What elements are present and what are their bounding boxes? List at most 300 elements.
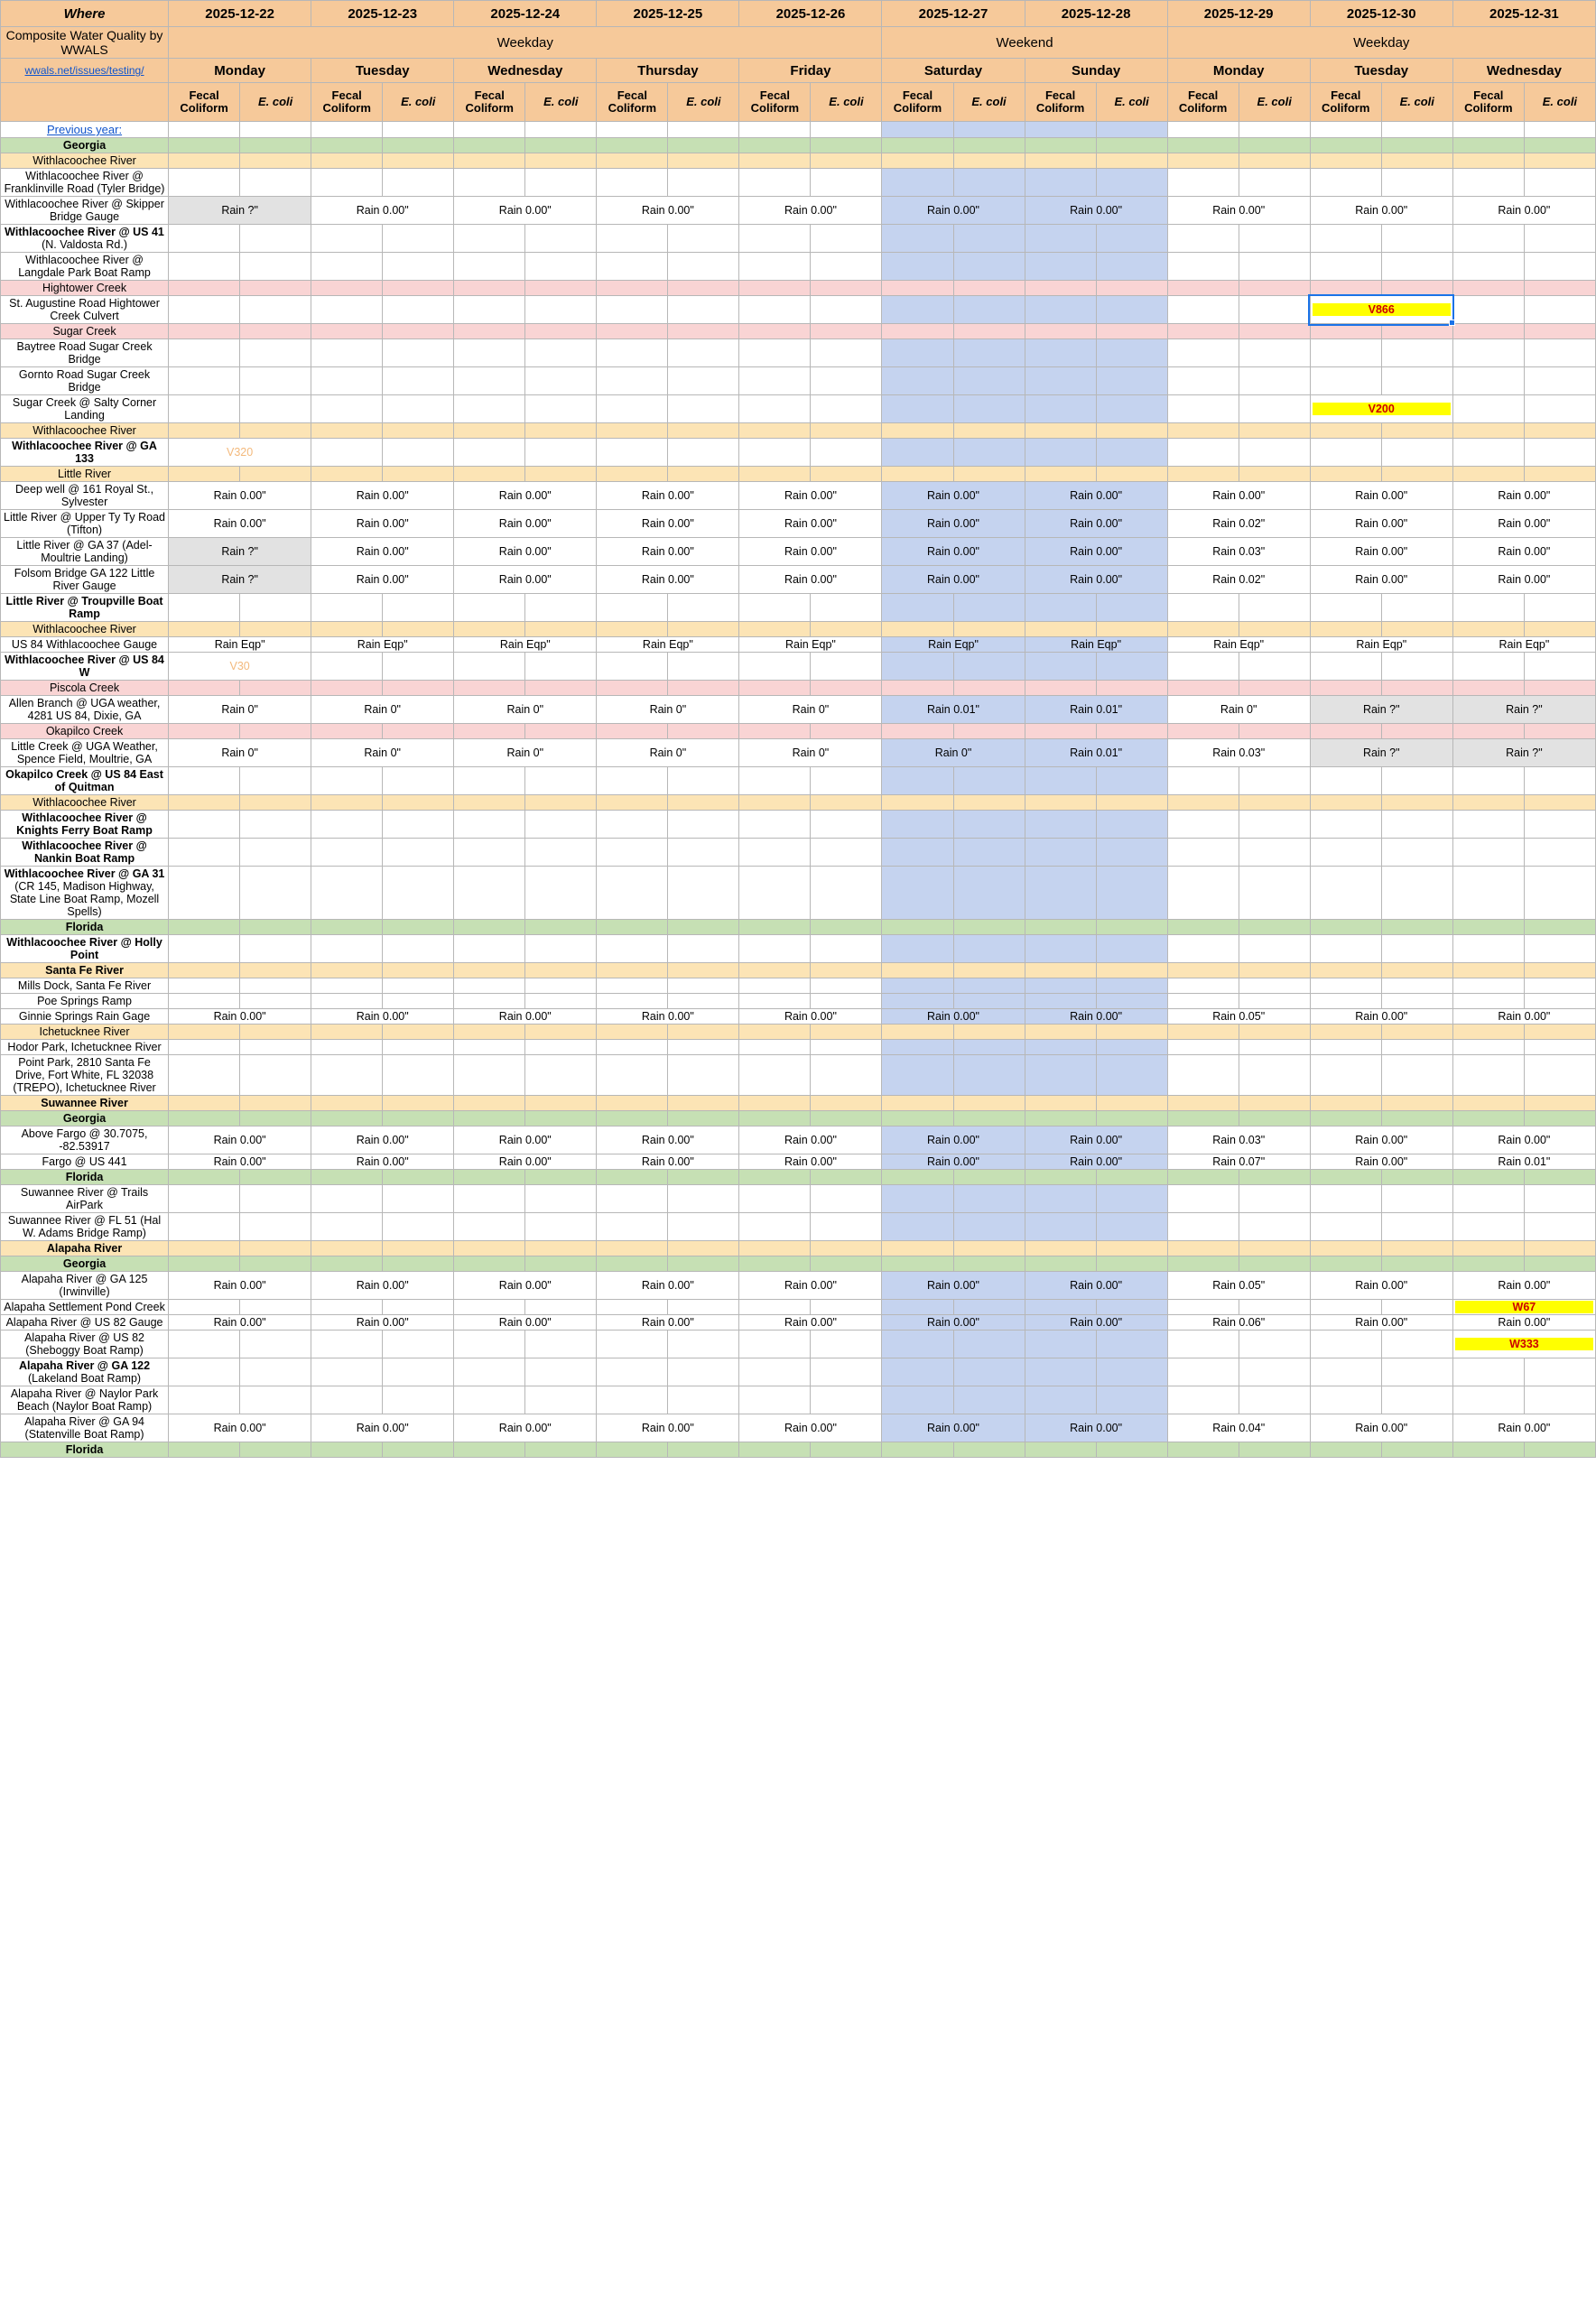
data-cell[interactable] (311, 225, 383, 253)
group-cell[interactable] (1167, 138, 1239, 153)
data-cell[interactable] (953, 811, 1025, 839)
group-cell[interactable] (1524, 963, 1595, 978)
group-cell[interactable] (953, 1111, 1025, 1127)
data-cell[interactable] (1452, 1331, 1595, 1358)
data-cell[interactable]: Rain 0.00" (882, 1414, 1025, 1442)
data-cell[interactable] (1025, 994, 1096, 1009)
group-cell[interactable] (953, 681, 1025, 696)
group-cell[interactable] (811, 622, 882, 637)
data-cell[interactable] (1452, 253, 1524, 281)
data-cell[interactable] (739, 935, 811, 963)
row-label[interactable]: Withlacoochee River @ GA 31 (CR 145, Madison Highway, State Line Boat Ramp, Mozell Spells) (1, 867, 169, 920)
data-cell[interactable] (811, 439, 882, 467)
data-cell[interactable]: Rain 0.00" (597, 1414, 739, 1442)
data-cell[interactable] (882, 395, 953, 423)
data-cell[interactable] (1025, 253, 1096, 281)
group-cell[interactable] (1524, 920, 1595, 935)
group-cell[interactable] (1239, 1256, 1310, 1272)
group-cell[interactable] (311, 963, 383, 978)
data-cell[interactable] (383, 1055, 454, 1096)
group-cell[interactable] (1524, 724, 1595, 739)
group-cell[interactable] (597, 681, 668, 696)
group-cell[interactable] (1025, 1442, 1096, 1458)
data-cell[interactable] (454, 253, 525, 281)
group-cell[interactable] (1381, 1256, 1452, 1272)
data-cell[interactable]: Rain 0.00" (454, 482, 597, 510)
data-cell[interactable] (1452, 395, 1524, 423)
data-cell[interactable] (311, 935, 383, 963)
group-cell[interactable] (1025, 1256, 1096, 1272)
row-label[interactable]: Alapaha Settlement Pond Creek (1, 1300, 169, 1315)
data-cell[interactable]: Rain 0.00" (454, 538, 597, 566)
group-cell[interactable] (953, 1442, 1025, 1458)
data-cell[interactable] (1239, 1185, 1310, 1213)
data-cell[interactable]: Rain 0.01" (882, 696, 1025, 724)
data-cell[interactable] (311, 653, 383, 681)
data-cell[interactable] (383, 339, 454, 367)
group-cell[interactable] (1310, 467, 1381, 482)
data-cell[interactable] (668, 253, 739, 281)
group-cell[interactable] (1310, 324, 1381, 339)
group-cell[interactable] (1310, 1170, 1381, 1185)
data-cell[interactable] (597, 1358, 668, 1386)
group-cell[interactable] (383, 1241, 454, 1256)
data-cell[interactable] (1524, 767, 1595, 795)
group-cell[interactable] (597, 1256, 668, 1272)
data-cell[interactable] (1167, 225, 1239, 253)
data-cell[interactable] (882, 1386, 953, 1414)
data-cell[interactable]: Rain 0.00" (1025, 197, 1167, 225)
data-cell[interactable] (1310, 339, 1381, 367)
row-label[interactable]: Mills Dock, Santa Fe River (1, 978, 169, 994)
previous-year-link[interactable]: Previous year: (46, 123, 123, 137)
data-cell[interactable] (953, 994, 1025, 1009)
data-cell[interactable] (525, 225, 597, 253)
data-cell[interactable] (882, 339, 953, 367)
group-cell[interactable] (240, 1442, 311, 1458)
data-cell[interactable] (311, 169, 383, 197)
data-cell[interactable] (525, 1213, 597, 1241)
group-cell[interactable] (953, 920, 1025, 935)
group-cell[interactable] (1096, 281, 1167, 296)
group-cell[interactable] (1025, 324, 1096, 339)
group-cell[interactable] (1524, 1256, 1595, 1272)
row-label[interactable]: Withlacoochee River (1, 622, 169, 637)
row-label[interactable]: US 84 Withlacoochee Gauge (1, 637, 169, 653)
group-cell[interactable] (1381, 724, 1452, 739)
group-cell[interactable] (1167, 1111, 1239, 1127)
group-cell[interactable] (1310, 963, 1381, 978)
data-cell[interactable] (1096, 594, 1167, 622)
group-cell[interactable] (1310, 153, 1381, 169)
data-cell[interactable]: Rain ?" (169, 566, 311, 594)
data-cell[interactable] (311, 1040, 383, 1055)
data-cell[interactable] (383, 296, 454, 324)
data-cell[interactable] (953, 296, 1025, 324)
data-cell[interactable] (169, 1213, 240, 1241)
row-label[interactable]: Withlacoochee River @ Langdale Park Boat Ramp (1, 253, 169, 281)
data-cell[interactable] (1381, 1040, 1452, 1055)
group-cell[interactable] (668, 281, 739, 296)
data-cell[interactable] (525, 978, 597, 994)
data-cell[interactable]: Rain 0.00" (739, 1315, 882, 1331)
data-cell[interactable]: Rain 0.00" (311, 566, 454, 594)
data-cell[interactable] (311, 978, 383, 994)
data-cell[interactable] (597, 253, 668, 281)
data-cell[interactable] (1310, 1055, 1381, 1096)
data-cell[interactable]: Rain ?" (1310, 739, 1452, 767)
group-cell[interactable] (240, 963, 311, 978)
data-cell[interactable] (311, 594, 383, 622)
data-cell[interactable] (668, 994, 739, 1009)
group-cell[interactable] (311, 153, 383, 169)
data-cell[interactable]: Rain 0.03" (1167, 1127, 1310, 1154)
data-cell[interactable] (383, 1185, 454, 1213)
group-cell[interactable] (668, 681, 739, 696)
data-cell[interactable] (1096, 1300, 1167, 1315)
data-cell[interactable] (1310, 395, 1452, 423)
data-cell[interactable] (1096, 1055, 1167, 1096)
data-cell[interactable] (311, 395, 383, 423)
row-label[interactable]: Alapaha River @ GA 122 (Lakeland Boat Ramp) (1, 1358, 169, 1386)
data-cell[interactable]: Rain 0.00" (1310, 566, 1452, 594)
group-cell[interactable] (1167, 1241, 1239, 1256)
data-cell[interactable] (1096, 994, 1167, 1009)
group-cell[interactable] (1096, 153, 1167, 169)
data-cell[interactable]: Rain 0.03" (1167, 739, 1310, 767)
group-cell[interactable] (953, 1025, 1025, 1040)
group-cell[interactable] (811, 281, 882, 296)
group-cell[interactable] (454, 1241, 525, 1256)
group-cell[interactable] (311, 1111, 383, 1127)
data-cell[interactable] (1524, 811, 1595, 839)
group-cell[interactable] (525, 1241, 597, 1256)
group-cell[interactable] (1452, 467, 1524, 482)
group-cell[interactable] (739, 467, 811, 482)
data-cell[interactable] (1025, 1358, 1096, 1386)
data-cell[interactable] (240, 1185, 311, 1213)
group-cell[interactable] (1167, 423, 1239, 439)
data-cell[interactable] (383, 839, 454, 867)
data-cell[interactable]: Rain 0.00" (454, 1154, 597, 1170)
group-cell[interactable] (1025, 1170, 1096, 1185)
data-cell[interactable] (525, 1386, 597, 1414)
data-cell[interactable]: Rain 0.00" (1452, 566, 1595, 594)
data-cell[interactable] (1310, 978, 1381, 994)
data-cell[interactable] (311, 839, 383, 867)
group-cell[interactable] (1239, 423, 1310, 439)
data-cell[interactable] (1310, 1300, 1381, 1315)
group-cell[interactable] (1167, 324, 1239, 339)
group-cell[interactable] (383, 423, 454, 439)
row-label[interactable]: Georgia (1, 138, 169, 153)
data-cell[interactable]: Rain 0.00" (311, 510, 454, 538)
group-cell[interactable] (1524, 1096, 1595, 1111)
data-cell[interactable] (525, 935, 597, 963)
data-cell[interactable] (1452, 1358, 1524, 1386)
data-cell[interactable] (597, 1055, 668, 1096)
group-cell[interactable] (811, 1025, 882, 1040)
group-cell[interactable] (1381, 1442, 1452, 1458)
data-cell[interactable] (739, 1386, 811, 1414)
data-cell[interactable] (1096, 935, 1167, 963)
data-cell[interactable] (311, 439, 383, 467)
data-cell[interactable]: Rain 0.00" (169, 1315, 311, 1331)
data-cell[interactable] (169, 1040, 240, 1055)
data-cell[interactable] (1310, 296, 1452, 324)
group-cell[interactable] (811, 1256, 882, 1272)
group-cell[interactable] (454, 963, 525, 978)
data-cell[interactable] (597, 1300, 668, 1315)
group-cell[interactable] (597, 467, 668, 482)
data-cell[interactable] (383, 994, 454, 1009)
group-cell[interactable] (953, 795, 1025, 811)
data-cell[interactable] (454, 994, 525, 1009)
data-cell[interactable] (383, 811, 454, 839)
data-cell[interactable] (454, 594, 525, 622)
data-cell[interactable]: Rain 0.00" (311, 197, 454, 225)
group-cell[interactable] (668, 1170, 739, 1185)
group-cell[interactable] (525, 1256, 597, 1272)
group-cell[interactable] (1310, 423, 1381, 439)
row-label[interactable]: Alapaha River @ US 82 Gauge (1, 1315, 169, 1331)
data-cell[interactable]: Rain 0.00" (1310, 1009, 1452, 1025)
data-cell[interactable] (1239, 839, 1310, 867)
data-cell[interactable]: Rain 0.00" (1167, 482, 1310, 510)
group-cell[interactable] (882, 423, 953, 439)
data-cell[interactable] (953, 169, 1025, 197)
group-cell[interactable] (1524, 138, 1595, 153)
data-cell[interactable] (953, 439, 1025, 467)
group-cell[interactable] (525, 724, 597, 739)
data-cell[interactable] (1239, 1213, 1310, 1241)
data-cell[interactable] (1025, 1386, 1096, 1414)
data-cell[interactable] (1096, 867, 1167, 920)
data-cell[interactable] (597, 1386, 668, 1414)
group-cell[interactable] (1452, 1241, 1524, 1256)
data-cell[interactable]: Rain 0.02" (1167, 566, 1310, 594)
group-cell[interactable] (240, 1025, 311, 1040)
data-cell[interactable] (240, 767, 311, 795)
group-cell[interactable] (1310, 281, 1381, 296)
group-cell[interactable] (383, 153, 454, 169)
group-cell[interactable] (1381, 153, 1452, 169)
data-cell[interactable]: Rain 0.00" (1025, 1154, 1167, 1170)
data-cell[interactable] (811, 1185, 882, 1213)
data-cell[interactable] (240, 253, 311, 281)
data-cell[interactable] (1452, 994, 1524, 1009)
data-cell[interactable]: Rain 0" (454, 696, 597, 724)
group-cell[interactable] (454, 467, 525, 482)
group-cell[interactable] (811, 795, 882, 811)
group-cell[interactable] (597, 724, 668, 739)
data-cell[interactable]: Rain 0.00" (739, 538, 882, 566)
row-label[interactable]: Suwannee River @ Trails AirPark (1, 1185, 169, 1213)
group-cell[interactable] (882, 622, 953, 637)
data-cell[interactable] (525, 169, 597, 197)
data-cell[interactable] (668, 1213, 739, 1241)
data-cell[interactable]: Rain 0.00" (739, 566, 882, 594)
data-cell[interactable] (1310, 767, 1381, 795)
group-cell[interactable] (1381, 467, 1452, 482)
data-cell[interactable]: Rain 0.00" (597, 510, 739, 538)
group-cell[interactable] (240, 1256, 311, 1272)
group-cell[interactable] (1025, 724, 1096, 739)
group-cell[interactable] (311, 1170, 383, 1185)
group-cell[interactable] (311, 1442, 383, 1458)
data-cell[interactable] (169, 1386, 240, 1414)
group-cell[interactable] (668, 324, 739, 339)
data-cell[interactable] (739, 339, 811, 367)
data-cell[interactable] (1381, 339, 1452, 367)
group-cell[interactable] (240, 153, 311, 169)
group-cell[interactable] (240, 795, 311, 811)
data-cell[interactable] (1452, 439, 1524, 467)
data-cell[interactable] (525, 767, 597, 795)
data-cell[interactable]: Rain 0.00" (169, 1414, 311, 1442)
group-cell[interactable] (525, 138, 597, 153)
group-cell[interactable] (240, 281, 311, 296)
data-cell[interactable] (811, 225, 882, 253)
data-cell[interactable]: Rain 0" (169, 739, 311, 767)
group-cell[interactable] (668, 138, 739, 153)
group-cell[interactable] (383, 281, 454, 296)
data-cell[interactable] (668, 867, 739, 920)
data-cell[interactable] (739, 1331, 811, 1358)
data-cell[interactable] (1167, 1331, 1239, 1358)
data-cell[interactable]: Rain 0.00" (597, 197, 739, 225)
group-cell[interactable] (739, 281, 811, 296)
group-cell[interactable] (383, 1442, 454, 1458)
data-cell[interactable] (240, 1040, 311, 1055)
data-cell[interactable] (811, 367, 882, 395)
group-cell[interactable] (811, 724, 882, 739)
data-cell[interactable]: Rain 0.00" (311, 1315, 454, 1331)
group-cell[interactable] (1167, 681, 1239, 696)
data-cell[interactable] (1381, 1386, 1452, 1414)
data-cell[interactable] (169, 395, 240, 423)
data-cell[interactable] (1096, 439, 1167, 467)
data-cell[interactable] (1239, 767, 1310, 795)
data-cell[interactable]: Rain 0.00" (882, 1315, 1025, 1331)
data-cell[interactable] (169, 767, 240, 795)
data-cell[interactable] (953, 1040, 1025, 1055)
data-cell[interactable] (240, 1358, 311, 1386)
data-cell[interactable] (383, 978, 454, 994)
data-cell[interactable]: Rain 0.00" (1025, 538, 1167, 566)
data-cell[interactable] (953, 867, 1025, 920)
row-label[interactable]: Hodor Park, Ichetucknee River (1, 1040, 169, 1055)
data-cell[interactable] (1167, 839, 1239, 867)
group-cell[interactable] (383, 1170, 454, 1185)
group-cell[interactable] (1452, 324, 1524, 339)
group-cell[interactable] (311, 281, 383, 296)
group-cell[interactable] (525, 795, 597, 811)
group-cell[interactable] (1452, 724, 1524, 739)
group-cell[interactable] (1452, 681, 1524, 696)
group-cell[interactable] (739, 153, 811, 169)
group-cell[interactable] (953, 622, 1025, 637)
group-cell[interactable] (1096, 622, 1167, 637)
data-cell[interactable]: Rain 0.00" (1025, 1009, 1167, 1025)
group-cell[interactable] (1167, 920, 1239, 935)
group-cell[interactable] (1025, 1241, 1096, 1256)
data-cell[interactable] (1096, 653, 1167, 681)
data-cell[interactable] (811, 594, 882, 622)
data-cell[interactable] (454, 1213, 525, 1241)
group-cell[interactable] (525, 1111, 597, 1127)
data-cell[interactable]: Rain 0.00" (1025, 482, 1167, 510)
group-cell[interactable] (169, 1241, 240, 1256)
data-cell[interactable]: Rain 0.00" (454, 197, 597, 225)
group-cell[interactable] (668, 1256, 739, 1272)
group-cell[interactable] (597, 622, 668, 637)
row-label[interactable]: Suwannee River @ FL 51 (Hal W. Adams Bridge Ramp) (1, 1213, 169, 1241)
group-cell[interactable] (383, 1111, 454, 1127)
data-cell[interactable] (1096, 1358, 1167, 1386)
data-cell[interactable]: Rain 0.00" (882, 197, 1025, 225)
data-cell[interactable] (953, 767, 1025, 795)
data-cell[interactable] (739, 653, 811, 681)
group-cell[interactable] (1452, 281, 1524, 296)
data-cell[interactable] (1025, 653, 1096, 681)
row-label[interactable]: Little Creek @ UGA Weather, Spence Field, Moultrie, GA (1, 739, 169, 767)
data-cell[interactable] (1025, 1213, 1096, 1241)
data-cell[interactable] (1452, 225, 1524, 253)
group-cell[interactable] (1239, 724, 1310, 739)
data-cell[interactable]: Rain 0" (454, 739, 597, 767)
data-cell[interactable]: Rain 0.00" (311, 1154, 454, 1170)
group-cell[interactable] (240, 622, 311, 637)
group-cell[interactable] (1025, 281, 1096, 296)
data-cell[interactable] (739, 1358, 811, 1386)
group-cell[interactable] (1167, 1096, 1239, 1111)
data-cell[interactable] (1096, 811, 1167, 839)
data-cell[interactable]: Rain 0.00" (739, 1009, 882, 1025)
data-cell[interactable] (454, 225, 525, 253)
group-cell[interactable] (1167, 622, 1239, 637)
data-cell[interactable] (1524, 169, 1595, 197)
data-cell[interactable] (311, 811, 383, 839)
group-cell[interactable] (1239, 281, 1310, 296)
group-cell[interactable] (1524, 467, 1595, 482)
group-cell[interactable] (811, 681, 882, 696)
group-cell[interactable] (739, 1241, 811, 1256)
group-cell[interactable] (811, 1442, 882, 1458)
group-cell[interactable] (169, 724, 240, 739)
data-cell[interactable] (1025, 767, 1096, 795)
data-cell[interactable] (882, 439, 953, 467)
data-cell[interactable]: Rain 0" (311, 696, 454, 724)
group-cell[interactable] (953, 281, 1025, 296)
data-cell[interactable] (882, 978, 953, 994)
group-cell[interactable] (240, 1241, 311, 1256)
data-cell[interactable]: Rain 0.00" (1167, 197, 1310, 225)
group-cell[interactable] (1096, 1241, 1167, 1256)
data-cell[interactable]: Rain 0.00" (454, 566, 597, 594)
group-cell[interactable] (240, 1111, 311, 1127)
group-cell[interactable] (597, 920, 668, 935)
data-cell[interactable]: Rain 0" (311, 739, 454, 767)
group-cell[interactable] (811, 920, 882, 935)
row-label[interactable]: Suwannee River (1, 1096, 169, 1111)
data-cell[interactable] (597, 594, 668, 622)
data-cell[interactable] (454, 1300, 525, 1315)
data-cell[interactable] (1381, 767, 1452, 795)
row-label[interactable]: Sugar Creek @ Salty Corner Landing (1, 395, 169, 423)
data-cell[interactable]: Rain 0.00" (1025, 1315, 1167, 1331)
data-cell[interactable]: Rain Eqp" (169, 637, 311, 653)
